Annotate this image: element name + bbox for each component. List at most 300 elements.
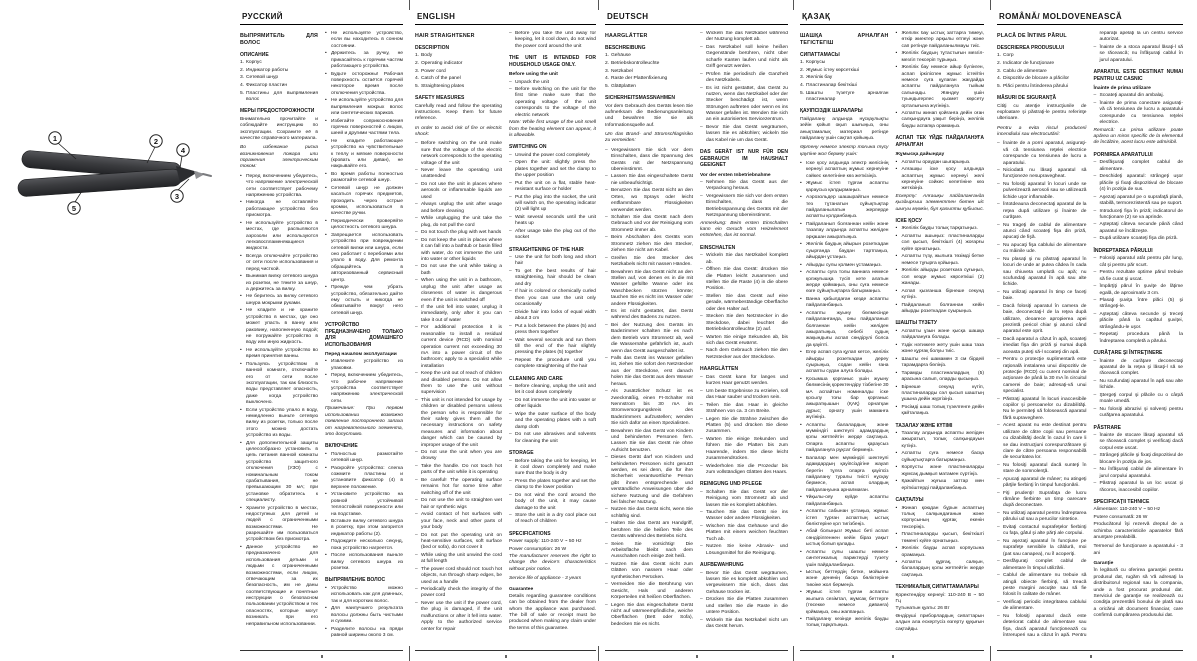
bullet-item bbox=[509, 195, 596, 214]
bullet-item-marker: – bbox=[605, 356, 608, 362]
numbered-item-text: Gehäuse bbox=[611, 53, 631, 59]
bullet-item bbox=[605, 356, 693, 388]
bullet-item-text: Do not keep the unit in places where it can fall into a bathtub or basin filled with water, do not immerse the unit into water or other liquids bbox=[421, 237, 502, 262]
section-heading: AUFBEWAHRUNG bbox=[700, 562, 744, 569]
numbered-item bbox=[240, 68, 318, 74]
bullet-item-text: Apucaţi aparatul de mâner; nu atingeţi părţile fierbinţi în timpul funcţionării. bbox=[1003, 476, 1087, 489]
bullet-item-text: Halten Sie das Gerät am Handgriff, berühren Sie die heißen Teile des Geräts während des Betriebs nicht. bbox=[611, 521, 693, 540]
numbered-item-text: Индикатор работы bbox=[246, 67, 289, 73]
bullet-item-marker: – bbox=[700, 463, 703, 469]
sub-heading: Before using the unit bbox=[509, 72, 558, 78]
bullet-item bbox=[509, 255, 596, 268]
bullet-item-marker: • bbox=[325, 98, 327, 104]
bullet-item-text: Прежде чем убрать устройство, обязательно дайте ему остыть и никогда не обматывайте вокруг него сетевой шнур. bbox=[331, 285, 403, 316]
bullet-item-text: Қосымша қорғаныс үшін жуыну бөлмесінің қоректендіру тізбегіне 30 мА аспайтын номиналды іске қосылу тоғы бар қорғаныс ажыратқышын (ҚАҚ) орнатқан дұрыс; орнату үшін маманға жүгініңіз. bbox=[806, 376, 889, 421]
bullet-item bbox=[605, 309, 693, 322]
bullet-item-marker: – bbox=[700, 293, 703, 299]
bullet-item-marker: • bbox=[325, 118, 327, 124]
bullet-item bbox=[325, 519, 403, 538]
bullet-item-text: Lassen Sie das eingeschaltete Gerät nie unbeaufsichtigt. bbox=[611, 174, 693, 186]
bullet-item bbox=[605, 455, 693, 506]
bullet-item-text: Scoateţi aparatul din ambalaj. bbox=[1099, 93, 1164, 99]
bullet-item-marker: – bbox=[509, 269, 512, 274]
crop-mark bbox=[598, 646, 599, 661]
bullet-item-marker: • bbox=[240, 220, 242, 226]
numbered-item-text: Operating indicator bbox=[421, 60, 463, 66]
paragraph: Termenul de funcţionare a aparatului - 3 ani bbox=[1093, 544, 1183, 556]
numbered-item bbox=[997, 61, 1087, 67]
bullet-item-text: Аспапты ұзын және қысқа шашқа пайдалануға болады. bbox=[901, 328, 984, 341]
bullet-item bbox=[700, 86, 788, 124]
bullet-item-marker: – bbox=[1093, 453, 1097, 459]
product-title: ВЫПРЯМИТЕЛЬ ДЛЯ ВОЛОС bbox=[240, 33, 318, 46]
bullet-item bbox=[605, 429, 693, 455]
spec-line: Putere consumată: 26 W bbox=[1093, 514, 1148, 520]
bullet-item-marker: • bbox=[800, 570, 802, 576]
bullet-item-text: Nu folosiţi aparatul dacă sunteţi în stare de somnolenţă. bbox=[1003, 462, 1087, 475]
bullet-item bbox=[700, 348, 788, 361]
section-heading: STRAIGHTENING OF THE HAIR bbox=[509, 246, 584, 253]
numbered-item-text: Corp bbox=[1003, 53, 1014, 59]
bullet-item-text: Unwind the power cord completely bbox=[515, 152, 590, 158]
bullet-item-text: Pentru rezultate optime părul trebuie să fie curat şi uscat. bbox=[1099, 270, 1183, 282]
bullet-item-text: Данное устройство не предназначено для использования детьми и людьми с ограниченными возможностями, если лицом, отвечающим за их безопасность, им не даны соответствующие и понятные инструкции о безопасном пользовании устройством и тех опасностях, которые могут возникать при его неправильном использовании. bbox=[246, 545, 318, 627]
bullet-item-text: Ұйқылы-ояу күйде аспапты пайдаланбаңыз. bbox=[806, 495, 889, 507]
bullet-item-marker: – bbox=[415, 264, 418, 270]
bullet-item-text: Do not use the unit when you are drowsy bbox=[421, 450, 502, 462]
bullet-item-text: Beim Abschalten des Geräts vom Stromnetz ziehen Sie den Stecker, ziehen Sie nicht am Kabel. bbox=[611, 235, 693, 254]
bullet-item-text: Teilen Sie das Haar in gleiche Strähnen von ca. 3 cm Breite. bbox=[706, 402, 788, 414]
section-heading: ВЫПРЯМЛЕНИЕ ВОЛОС bbox=[325, 577, 386, 584]
bullet-item-text: Тазалау алдында аспапты желіден ажыратып, толық салқындауын күтіңіз. bbox=[901, 431, 984, 449]
bullet-item-text: Аспапты суға немесе басқа сұйықтықтарға батырмаңыз. bbox=[901, 451, 984, 463]
numbered-item bbox=[997, 69, 1087, 75]
bullet-item bbox=[896, 65, 985, 110]
bullet-item-marker: – bbox=[1093, 222, 1097, 228]
bullet-item-text: Divide hair into locks of equal width about 3 cm bbox=[515, 309, 596, 321]
bullet-item bbox=[700, 464, 788, 477]
bullet-item bbox=[896, 532, 985, 545]
fold-dot bbox=[321, 655, 323, 658]
numbered-item-marker: 4. bbox=[800, 82, 805, 88]
bullet-item-text: Рәсімді шаш толық түзелгенге дейін қайталаңыз. bbox=[901, 404, 984, 417]
bullet-item-text: Nu folosiţi aparatul în locuri unde se pulverizează aerosoli sau se utilizează lichide uşor inflamabile. bbox=[1003, 182, 1087, 200]
bullet-item-marker: – bbox=[509, 513, 512, 519]
bullet-item-marker: • bbox=[325, 626, 327, 632]
bullet-item-text: Înainte de a porni aparatul, asiguraţi-vă că tensiunea reţelei electrice corespunde cu tensiunea de lucru a aparatului. bbox=[1003, 141, 1087, 166]
bullet-item bbox=[325, 627, 403, 640]
bullet-item bbox=[240, 348, 318, 361]
section-heading: SICHERHEITSMASSNAHMEN bbox=[605, 95, 676, 101]
bullet-item bbox=[415, 182, 502, 201]
bullet-item-text: Nach dem Gebrauch ziehen Sie den Netzstecker aus der Steckdose. bbox=[706, 348, 788, 360]
bullet-item-text: Аспапты түзу, жылыға төзімді бетке немесе тұғырға қойыңыз. bbox=[901, 254, 984, 266]
bullet-item bbox=[800, 311, 889, 349]
section-body bbox=[415, 31, 596, 641]
section-english bbox=[415, 10, 596, 650]
numbered-item-text: Dispozitiv de blocare a plăcilor bbox=[1003, 76, 1070, 82]
bullet-item-marker: • bbox=[240, 294, 242, 300]
bullet-item-marker: – bbox=[509, 255, 512, 261]
bullet-item-marker: • bbox=[800, 422, 802, 428]
bullet-item-marker: – bbox=[997, 423, 1000, 429]
bullet-item-marker: – bbox=[415, 450, 418, 456]
bullet-item bbox=[240, 274, 318, 293]
bullet-item-marker: – bbox=[509, 79, 512, 85]
section-heading: REINIGUNG UND PFLEGE bbox=[700, 481, 762, 488]
bullet-item bbox=[509, 479, 596, 492]
bullet-item-marker: • bbox=[240, 347, 242, 353]
crop-mark bbox=[793, 0, 794, 10]
bullet-item-marker: – bbox=[1093, 236, 1097, 242]
bullet-item bbox=[415, 305, 502, 324]
numbered-item-marker: 1. bbox=[240, 60, 245, 66]
bullet-item bbox=[700, 389, 788, 402]
numbered-item bbox=[800, 83, 889, 89]
bullet-item-marker: • bbox=[895, 51, 898, 57]
bullet-item-text: Жұмыс істеп тұрған аспапты жылыға сезімтал, жұмсақ беттерге (төсекке немесе диванға) қоймаңыз, оны жаппаңыз. bbox=[806, 590, 889, 615]
bullet-item-marker: – bbox=[700, 71, 703, 77]
note-paragraph: Ескерту: Алғашқы пайдаланғанда қыздырғыш элементтен бөтен иіс шығуы мүмкін, бұл қалыпты құбылыс. bbox=[895, 193, 984, 212]
bullet-item bbox=[509, 181, 596, 194]
bullet-item bbox=[700, 544, 788, 557]
bullet-item bbox=[997, 182, 1087, 201]
bullet-item-text: Будьте осторожны! Рабочая поверхность остаётся горячей некоторое время после отключения устройства. bbox=[331, 71, 403, 96]
numbered-item-marker: 4. bbox=[997, 76, 1002, 82]
bullet-item-marker: – bbox=[1093, 378, 1097, 384]
callout-5: 5 bbox=[71, 203, 77, 213]
bullet-item-text: După utilizare scoateţi fişa din priză. bbox=[1099, 236, 1178, 242]
bullet-item-marker: – bbox=[997, 538, 1000, 544]
bullet-item bbox=[700, 72, 788, 85]
bullet-item bbox=[325, 452, 403, 465]
bullet-item bbox=[800, 423, 889, 455]
bullet-item bbox=[896, 451, 985, 464]
bullet-item bbox=[896, 431, 985, 450]
bullet-item-text: Înainte de prima conectare asiguraţi-vă că tensiunea de lucru a aparatului corespunde cu tensiunea reţelei electrice. bbox=[1099, 101, 1183, 126]
bullet-item-text: Niciodată nu lăsaţi aparatul să funcţioneze nesupravegheat. bbox=[1003, 168, 1087, 180]
fold-dot bbox=[505, 655, 507, 658]
bullet-item bbox=[997, 141, 1087, 167]
bullet-item bbox=[1094, 433, 1184, 452]
bullet-item bbox=[1094, 453, 1184, 466]
numbered-item-marker: 5. bbox=[605, 83, 610, 89]
paragraph: Vor dem Gebrauch des Geräts lesen Sie aufmerksam die Bedienungsanleitung und bewahren Sie sie als Informationsquelle auf. bbox=[605, 103, 693, 128]
numbered-item-text: Жұмыс істеу көрсеткіші bbox=[806, 67, 859, 73]
bullet-item-marker: – bbox=[415, 305, 418, 311]
bullet-item bbox=[605, 188, 693, 214]
numbered-item bbox=[605, 53, 693, 59]
bullet-item bbox=[997, 423, 1087, 461]
bullet-item bbox=[1094, 174, 1184, 193]
bullet-item bbox=[997, 290, 1087, 303]
bullet-item-marker: – bbox=[700, 180, 703, 185]
fold-line bbox=[415, 650, 596, 651]
bullet-item bbox=[800, 377, 889, 422]
bullet-item-text: Before switching on the unit make sure that the voltage of the electric network corresponds to the operating voltage of the unit bbox=[421, 141, 502, 166]
numbered-item bbox=[605, 76, 693, 82]
bullet-item bbox=[896, 506, 985, 532]
bullet-item-marker: • bbox=[895, 65, 898, 71]
bullet-item-marker: • bbox=[325, 31, 327, 36]
crop-mark bbox=[409, 646, 410, 661]
bullet-item-marker: – bbox=[509, 194, 512, 200]
bullet-item bbox=[325, 172, 403, 185]
bullet-item bbox=[325, 466, 403, 492]
bullet-item-text: Vergewissern Sie sich vor dem ersten Einschalten, dass die Betriebsspannung des Geräts mit der Netzspannung übereinstimmt. bbox=[706, 193, 788, 219]
section-heading: STORAGE bbox=[509, 450, 534, 456]
bullet-item bbox=[509, 513, 596, 526]
bullet-item bbox=[896, 268, 985, 287]
section-heading: BESCHREIBUNG bbox=[605, 44, 646, 51]
section-heading: SPECIFICATIONS bbox=[509, 530, 551, 537]
bullet-item-marker: – bbox=[1093, 194, 1097, 200]
bullet-item-marker: – bbox=[605, 582, 608, 588]
bullet-item-text: Schalten Sie das Gerät vor der Reinigung vom Stromnetz ab und lassen Sie es komplett abkühlen. bbox=[706, 489, 788, 508]
bullet-item-marker: • bbox=[240, 274, 242, 280]
paragraph: Өндіруші приборлардың сипаттарын алдын ала ескертусіз өзгерту құқығын сақтайды. bbox=[895, 613, 984, 632]
bullet-item-marker: – bbox=[1093, 406, 1097, 412]
bullet-item-marker: – bbox=[997, 141, 1000, 147]
bullet-item-marker: – bbox=[415, 371, 418, 377]
bullet-item-marker: • bbox=[800, 270, 802, 276]
bullet-item-marker: • bbox=[800, 310, 802, 316]
bullet-item-text: Абай болыңыз! Жұмыс беті аспап сөндірілгеннен кейін біраз уақыт ыстық болып қалады. bbox=[806, 529, 889, 548]
callout-3: 3 bbox=[174, 191, 180, 201]
section-russian bbox=[240, 10, 403, 650]
bullet-item bbox=[896, 31, 985, 50]
crop-mark bbox=[409, 0, 410, 10]
bullet-item bbox=[800, 509, 889, 528]
numbered-item bbox=[800, 68, 889, 74]
numbered-item-marker: 5. bbox=[997, 83, 1002, 89]
numbered-item-marker: 3. bbox=[415, 68, 420, 74]
bullet-item-marker: – bbox=[700, 374, 703, 380]
bullet-item-text: Аэрозольдер шашырайтын немесе тез тұтанатын сұйықтықтар пайдаланылатын жерлерде аспапты қолданбаңыз. bbox=[806, 195, 889, 220]
bullet-item bbox=[325, 539, 403, 552]
bullet-item-text: Put the unit on a flat, stable heat-resistant surface or holder bbox=[515, 180, 596, 192]
bullet-item-marker: • bbox=[895, 226, 898, 232]
section-heading: APARATUL ESTE DESTINAT NUMAI PENTRU UZ CASNIC bbox=[1093, 69, 1183, 82]
bullet-item bbox=[605, 215, 693, 234]
bullet-item bbox=[415, 202, 502, 215]
bullet-item-text: Аспапты құрғақ, салқын, балалардың қолы жетпейтін жерде сақтаңыз. bbox=[901, 560, 984, 578]
bullet-item-text: Никогда не оставляйте работающее устройство без присмотра. bbox=[246, 200, 318, 219]
section-body bbox=[240, 31, 403, 641]
language-header: РУССКИЙ bbox=[240, 10, 403, 25]
bullet-item-marker: – bbox=[509, 432, 512, 438]
bullet-item bbox=[896, 357, 985, 370]
bullet-item-text: Балалар мен мүмкіндігі шектеулі адамдардың қауіпсіздігіне жауап беретін тұлға оларға қауіпсіз пайдалану туралы тиісті нұсқау бермесе, аспап олардың пайдалануына арналмаған. bbox=[806, 455, 889, 493]
bullet-item bbox=[415, 533, 502, 552]
bullet-item bbox=[896, 51, 985, 64]
bullet-item-text: Vergewissern Sie sich vor dem Einschalten, dass die Spannung des Geräts mit der Netzspannung übereinstimmt. bbox=[611, 147, 693, 172]
section-heading: DESCRIPTION bbox=[415, 44, 450, 51]
section-body bbox=[605, 31, 788, 641]
bullet-item bbox=[896, 405, 985, 418]
bullet-item-marker: • bbox=[800, 549, 802, 555]
language-header: ROMÂNĂ/ MOLDOVENEASCĂ bbox=[997, 10, 1183, 25]
bullet-item bbox=[605, 323, 693, 355]
product-title: PLACĂ DE ÎNTINS PĂRUL bbox=[997, 33, 1067, 39]
numbered-item-text: Желілік бау bbox=[806, 75, 833, 81]
section-heading: HAARGLÄTTEN bbox=[700, 366, 739, 373]
bullet-item bbox=[800, 161, 889, 180]
numbered-item bbox=[415, 76, 502, 82]
bullet-item-marker: – bbox=[1093, 160, 1097, 166]
spec-line: Power supply: 110-240 V ~ 50 Hz bbox=[509, 539, 582, 545]
numbered-item-marker: 3. bbox=[240, 75, 245, 81]
bullet-item-marker: • bbox=[325, 359, 327, 365]
bullet-item-marker: • bbox=[325, 451, 327, 457]
bullet-item-marker: – bbox=[415, 216, 418, 222]
section-body bbox=[800, 31, 984, 641]
bullet-item-text: Пайдалану кезінде желілік бауды толық тарқатыңыз. bbox=[806, 617, 889, 629]
bullet-item bbox=[997, 243, 1087, 256]
bullet-item bbox=[1094, 222, 1184, 235]
bullet-item-marker: – bbox=[700, 85, 703, 91]
bullet-item bbox=[1094, 359, 1184, 378]
bullet-item bbox=[605, 174, 693, 187]
bullet-item-marker: • bbox=[325, 492, 327, 498]
bullet-item-marker: – bbox=[1093, 174, 1097, 180]
numbered-item-marker: 5. bbox=[800, 90, 805, 96]
bullet-item-marker: – bbox=[700, 388, 703, 394]
bullet-item bbox=[605, 562, 693, 581]
bullet-item-text: Егер аспап суға құлап кетсе, желілік айырды розеткадан дереу суырыңыз, содан кейін ғана аспапты судан алуға болады. bbox=[806, 350, 889, 375]
bullet-item-marker: – bbox=[700, 524, 703, 529]
bullet-item bbox=[509, 87, 596, 119]
bullet-item bbox=[800, 270, 889, 296]
bullet-item bbox=[325, 51, 403, 70]
bullet-item-marker: • bbox=[325, 185, 327, 191]
bullet-item-text: Before switching on the unit for the first time make sure that the operating voltage of the unit corresponds to the voltage of the electric network bbox=[515, 87, 596, 118]
bullet-item bbox=[1094, 298, 1184, 311]
bullet-item-marker: – bbox=[415, 278, 418, 284]
bullet-item-text: Öffnen Sie das Gerät: drücken Sie die Platten leicht zusammen und stellen Sie die Raste (4) in die obere Position. bbox=[706, 267, 788, 292]
bullet-item-marker: • bbox=[325, 553, 327, 559]
bullet-item-text: Желілік айырды розеткаға сұғыңыз, сол кезде жұмыс көрсеткіші (2) жанады. bbox=[901, 268, 984, 286]
product-title: HAARGLÄTTER bbox=[605, 33, 648, 39]
bullet-item-marker: • bbox=[240, 173, 242, 179]
bullet-item-text: Ванна қабылдаған кезде аспапты пайдаланбаңыз. bbox=[806, 296, 889, 309]
paragraph: În legătură cu oferirea garanţiei pentru produsul dat, rugăm să Vă adresaţi la distribuitorul regional sau la compania, unde a fost procurat produsul dat. Serviciul de garanţie se realizează cu condiţia prezentării bonului de plată sau a oricărui alt document financiar, care confirmă cumpărarea produsului dat. bbox=[1093, 568, 1183, 619]
bullet-item bbox=[700, 31, 788, 44]
bullet-item-marker: – bbox=[509, 411, 512, 417]
bullet-item-marker: – bbox=[605, 215, 608, 221]
bullet-item bbox=[415, 498, 502, 511]
bullet-item bbox=[605, 507, 693, 520]
bullet-item bbox=[800, 495, 889, 508]
bullet-item-text: Желілік бау немесе айыр бүлінген, аспап іркіліспен жұмыс істейтін немесе суға құлаған жағдайда аспапты пайдалануға тыйым салынады. Жөндеу үшін туындыгерлес қызмет көрсету орталығына жүгініңіз. bbox=[901, 65, 984, 109]
note-paragraph: Remarcă: La prima utilizare poate apărea un miros specific de la elementul de încălzire, acest lucru este admisibil. bbox=[1093, 127, 1183, 146]
section-body bbox=[997, 31, 1183, 641]
bullet-item bbox=[509, 215, 596, 228]
bullet-item bbox=[997, 223, 1087, 242]
bullet-item-text: Bei der Nutzung des Geräts im Badezimmer schalten Sie es nach dem Betrieb vom Stromnetz ab, weil die Wassernähe gefährlich ist, auch wenn das Gerät ausgeschaltet ist. bbox=[611, 323, 693, 354]
bullet-item-marker: – bbox=[415, 477, 418, 483]
bullet-item-text: Перед включением убедитесь, что напряжение электрической сети соответствует рабочему напряжению устройства. bbox=[246, 173, 318, 198]
bullet-item bbox=[800, 263, 889, 269]
bullet-item bbox=[325, 98, 403, 117]
bullet-item-marker: – bbox=[700, 348, 703, 354]
sub-heading: Vor der ersten Inbetriebnahme bbox=[700, 172, 771, 178]
bullet-item-marker: – bbox=[509, 492, 512, 498]
section-heading: УСТРОЙСТВО ПРЕДНАЗНАЧЕНО ТОЛЬКО ДЛЯ ДОМАШНЕГО ИСПОЛЬЗОВАНИЯ bbox=[325, 322, 403, 348]
bullet-item bbox=[700, 510, 788, 523]
numbered-item bbox=[997, 53, 1087, 59]
bullet-item-text: Before taking the unit for keeping, let it cool down completely and make sure that the body is dry bbox=[515, 458, 596, 477]
bullet-item-marker: • bbox=[895, 532, 898, 538]
bullet-item bbox=[800, 222, 889, 241]
bullet-item bbox=[509, 269, 596, 288]
bullet-item-marker: – bbox=[700, 510, 703, 516]
note-paragraph: Pentru a evita riscul producerii incendiului sau electrocutării: bbox=[997, 125, 1087, 137]
bullet-item-marker: – bbox=[700, 489, 703, 495]
sub-heading: Înainte de prima utilizare bbox=[1093, 86, 1151, 92]
bullet-item-text: Периодически проверяйте целостность сетевого шнура. bbox=[331, 219, 403, 231]
bullet-item-text: Repetaţi procedura până la îndreptarea completă a părului. bbox=[1099, 332, 1183, 344]
bullet-item bbox=[800, 529, 889, 548]
bullet-item-text: Избегайте соприкосновения горячих поверхностей с лицом, шеей и другими частями тела. bbox=[331, 118, 403, 137]
bullet-item-marker: – bbox=[1093, 208, 1097, 214]
bullet-item-text: This unit is not intended for usage by children or disabled persons unless the person who is responsible for their safety gives them all the necessary instructions on safety measures and information about danger which can be caused by improper usage of the unit bbox=[421, 397, 502, 448]
bullet-item-text: Put the plug into the socket, the unit will switch on, the operating indicator (2) will light up bbox=[515, 194, 596, 213]
bullet-item-marker: – bbox=[997, 222, 1000, 228]
bullet-item-marker: • bbox=[895, 31, 898, 36]
section-heading: ÎNDREPTAREA PĂRULUI bbox=[1093, 247, 1153, 254]
bullet-item-text: Das Netzkabel soll keine heißen Gegenstände berühren, nicht über scharfe Kanten laufen und nicht als Griff genutzt werden. bbox=[706, 44, 788, 70]
bullet-item bbox=[700, 253, 788, 266]
bullet-item bbox=[415, 587, 502, 600]
bullet-item bbox=[605, 148, 693, 174]
bullet-item bbox=[509, 310, 596, 323]
section-heading: SPECIFICAŢII TEHNICE bbox=[1093, 498, 1150, 505]
bullet-item-marker: • bbox=[325, 232, 327, 238]
bullet-item-marker: – bbox=[415, 168, 418, 174]
bullet-item-text: Nu aşezaţi aparatul în funcţiune pe suprafeţe sensibile la căldură, moi (pat sau canapea), nu îl acoperiţi. bbox=[1003, 538, 1087, 557]
numbered-item bbox=[415, 84, 502, 90]
bullet-item-marker: – bbox=[509, 458, 512, 464]
section-heading: PĂSTRARE bbox=[1093, 424, 1122, 431]
numbered-item-marker: 3. bbox=[605, 68, 610, 74]
bullet-item bbox=[1094, 256, 1184, 269]
bullet-item-marker: • bbox=[240, 505, 242, 511]
bullet-item bbox=[997, 337, 1087, 356]
bullet-item-text: Nutzen Sie keine Abrasiv- und Lösungsmittel für die Reinigung. bbox=[706, 544, 788, 556]
bullet-item-marker: • bbox=[325, 539, 327, 545]
crop-mark bbox=[990, 0, 991, 10]
bullet-item-marker: – bbox=[415, 601, 418, 606]
bullet-item bbox=[896, 329, 985, 342]
bullet-item bbox=[605, 603, 693, 629]
bullet-item-text: Never use the unit if the power cord, the plug is damaged, if the unit malfunctions or after it fell into water. Apply to the authorized service center for repair bbox=[421, 601, 502, 632]
bullet-item bbox=[700, 125, 788, 144]
section-heading: ҚАУІПСІЗДІК ШАРАЛАРЫ bbox=[800, 108, 863, 115]
note-paragraph: Во избежание риска возникновения пожара или поражения электрическим током: bbox=[240, 145, 318, 170]
language-header: ҚАЗАҚ bbox=[800, 10, 984, 25]
bullet-item-marker: – bbox=[415, 552, 418, 558]
bullet-item-marker: – bbox=[605, 269, 608, 275]
bullet-item-text: Bewahren Sie das Gerät von Kindern und behinderten Personen fern. Lassen Sie sie das Gerät nie ohne Aufsicht benutzen. bbox=[611, 428, 693, 453]
fold-dot bbox=[696, 655, 698, 658]
bullet-item-marker: – bbox=[415, 141, 418, 147]
bullet-item bbox=[415, 238, 502, 264]
bullet-item bbox=[896, 479, 985, 492]
bullet-item-marker: – bbox=[700, 125, 703, 130]
bullet-item bbox=[896, 226, 985, 232]
section-heading: ВКЛЮЧЕНИЕ bbox=[325, 443, 358, 450]
